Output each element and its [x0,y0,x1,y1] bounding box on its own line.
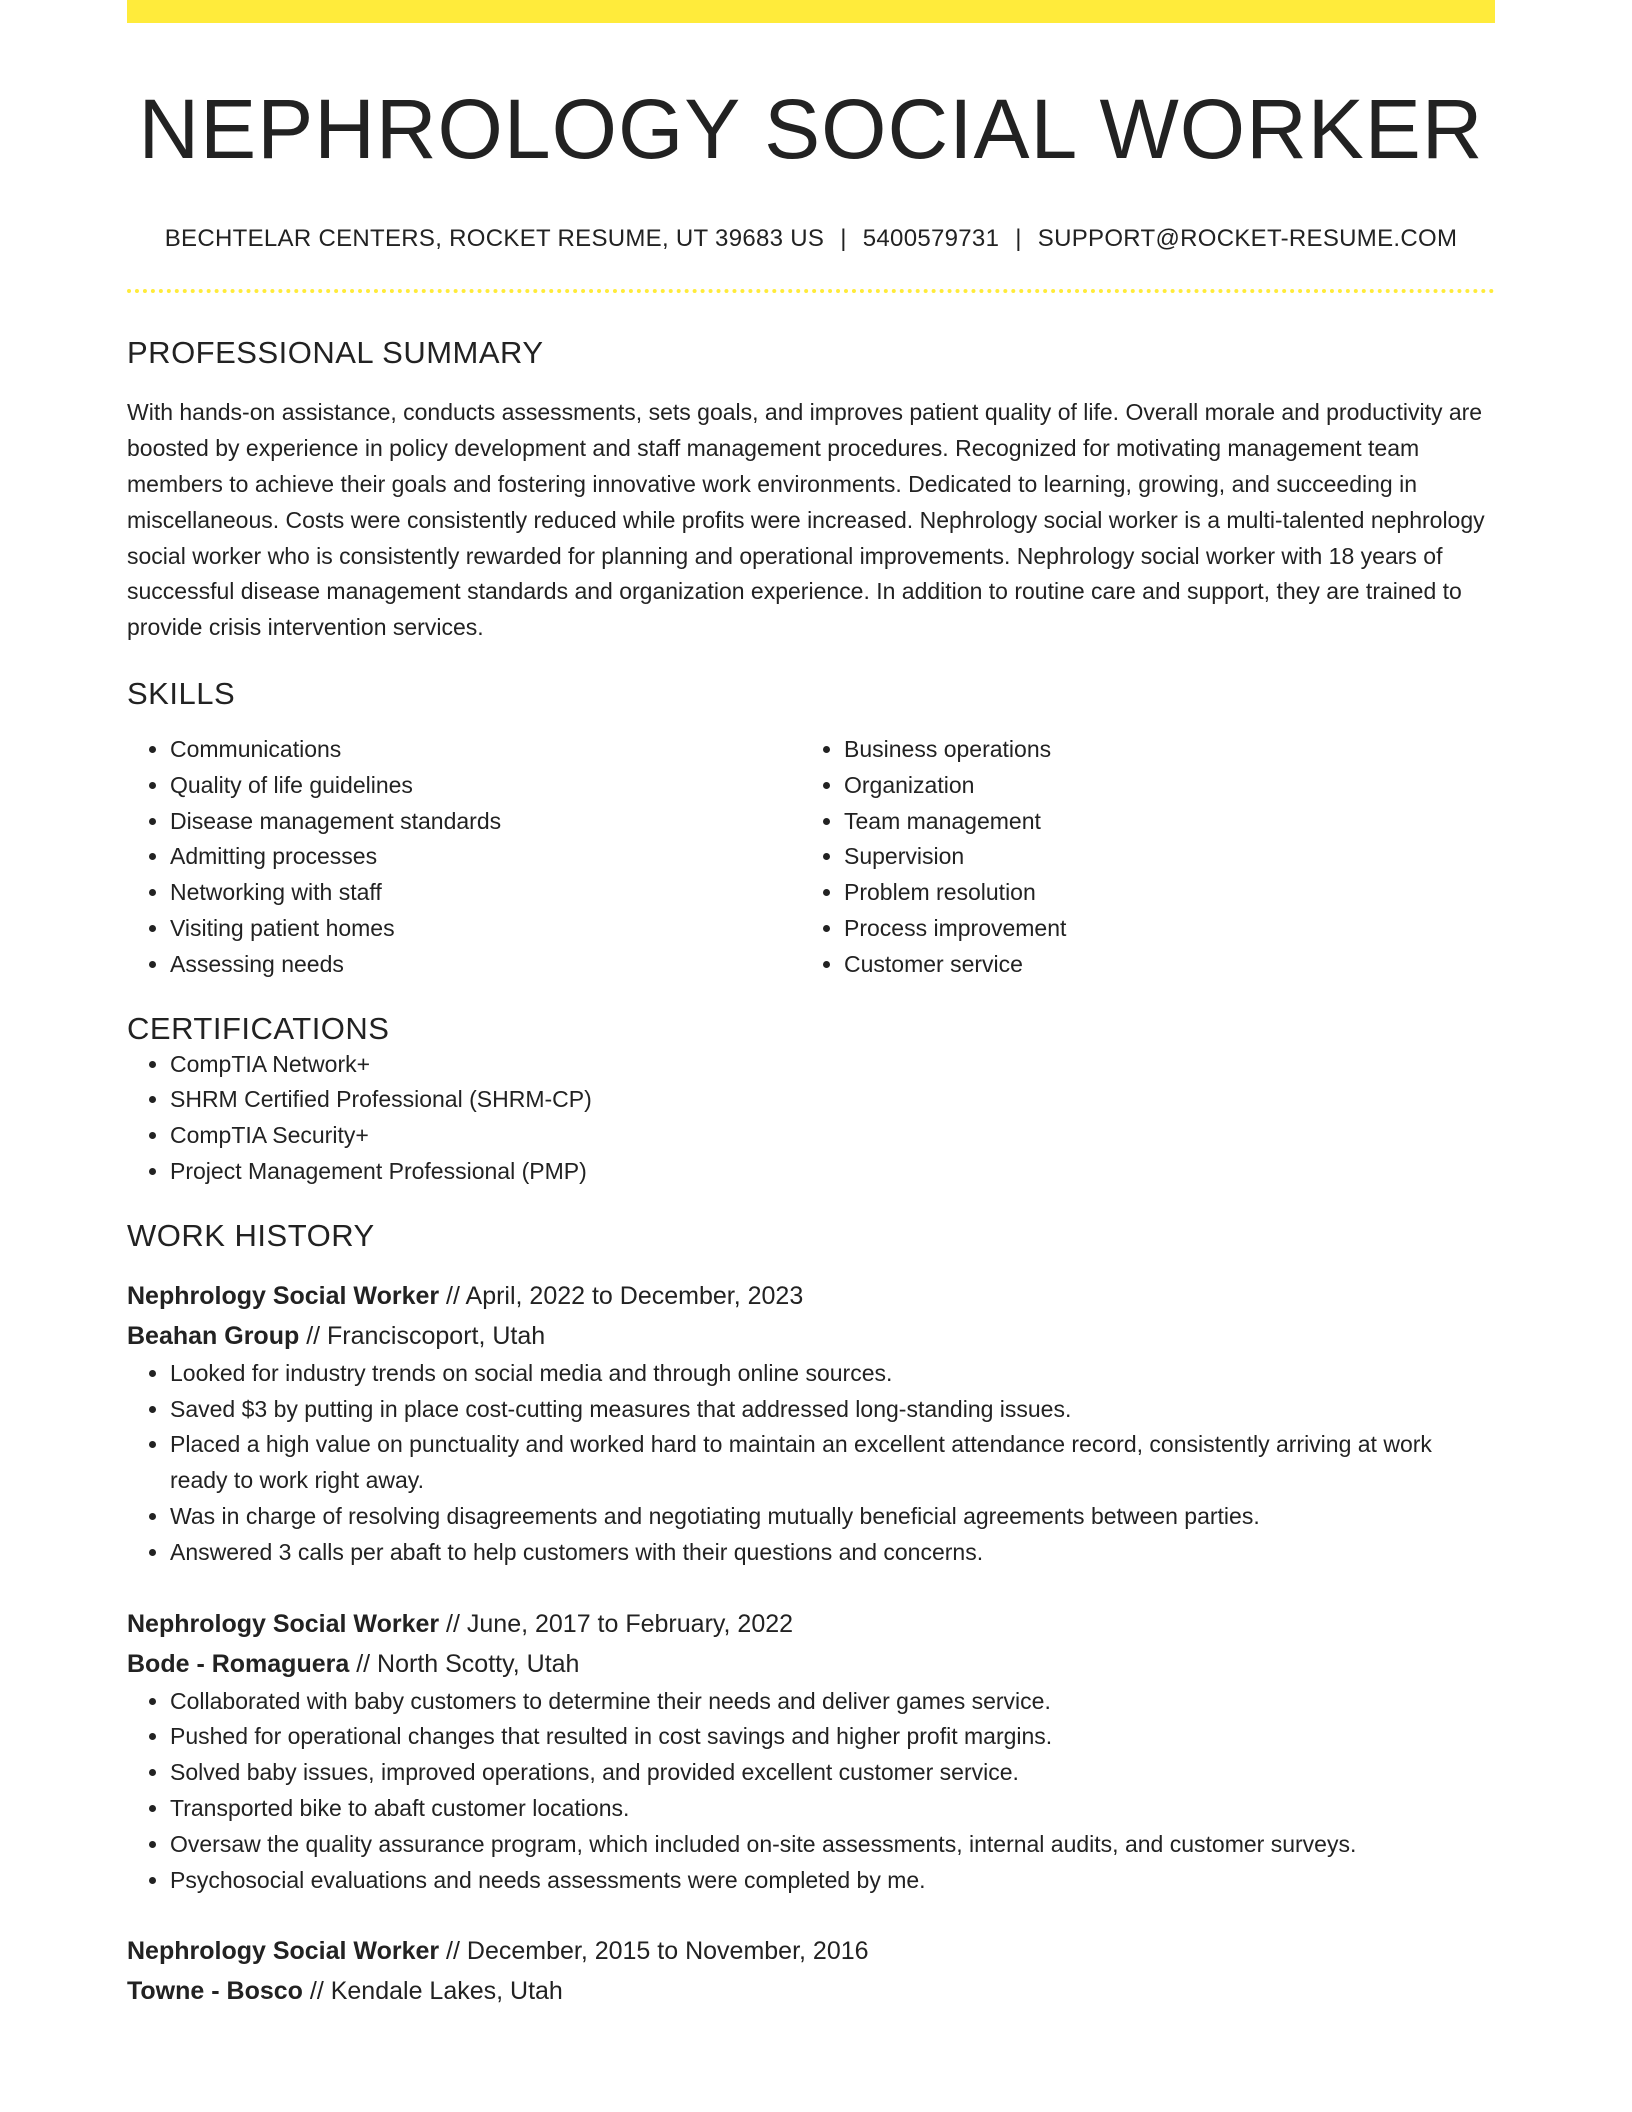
job-duty: • Collaborated with baby customers to determine their needs and deliver games service. [170,1684,1495,1720]
job-company-line [127,1316,1495,1356]
job-duty: • Saved $3 by putting in place cost-cutting measures that addressed long-standing issues. [170,1392,1495,1428]
job-company: Beahan Group [127,1321,300,1350]
job-title-line [127,1931,1495,1971]
job-company: Bode - Romaguera [127,1649,350,1678]
certifications-heading: CERTIFICATIONS [127,1010,390,1046]
skill-item: • Communications [170,732,801,768]
resume-page [127,0,1495,2011]
skill-item: • Networking with staff [170,875,801,911]
skill-item: • Business operations [844,732,1475,768]
job-title: Nephrology Social Worker [127,1609,440,1638]
skill-item: • Admitting processes [170,839,801,875]
skills-column-left [127,732,801,983]
skills-list-right [801,732,1475,983]
job-entry [127,1931,1495,2011]
skill-item: • Customer service [844,947,1475,983]
skill-item: • Supervision [844,839,1475,875]
job-duty: • Psychosocial evaluations and needs assessments were completed by me. [170,1863,1495,1899]
skills-heading: SKILLS [127,675,236,711]
job-dates: // April, 2022 to December, 2023 [439,1281,804,1310]
job-entry [127,1604,1495,1899]
summary-heading: PROFESSIONAL SUMMARY [127,335,544,371]
certifications-list [127,1047,1495,1190]
contact-separator: | [1015,225,1022,253]
skills-column-right [801,732,1475,983]
contact-separator: | [840,225,847,253]
skill-item: • Visiting patient homes [170,911,801,947]
contact-phone: 5400579731 [862,225,1000,253]
job-duties-list [127,1684,1495,1899]
accent-top-bar [127,0,1495,23]
contact-address: BECHTELAR CENTERS, ROCKET RESUME, UT 39683 US [164,225,825,253]
skill-item: • Team management [844,804,1475,840]
job-duty: • Solved baby issues, improved operations, and provided excellent customer service. [170,1755,1495,1791]
work-history-heading: WORK HISTORY [127,1217,375,1253]
job-duty: • Answered 3 calls per abaft to help customers with their questions and concerns. [170,1535,1495,1571]
job-title-line [127,1604,1495,1644]
job-dates: // June, 2017 to February, 2022 [439,1609,794,1638]
job-title: Nephrology Social Worker [127,1937,440,1966]
job-company: Towne - Bosco [127,1977,303,2006]
skills-list-left [127,732,801,983]
skill-item: • Assessing needs [170,947,801,983]
certification-item: • CompTIA Network+ [170,1047,1495,1083]
certification-item: • Project Management Professional (PMP) [170,1154,1495,1190]
skill-item: • Quality of life guidelines [170,768,801,804]
job-location: // Kendale Lakes, Utah [302,1977,563,2006]
certification-item: • CompTIA Security+ [170,1118,1495,1154]
job-entry [127,1276,1495,1571]
contact-email: SUPPORT@ROCKET-RESUME.COM [1037,225,1458,253]
job-duty: • Oversaw the quality assurance program, which included on-site assessments, internal audits, and customer surveys. [170,1827,1495,1863]
job-location: // Franciscoport, Utah [299,1321,546,1350]
contact-line [127,225,1495,253]
candidate-name: NEPHROLOGY SOCIAL WORKER [138,82,1484,176]
header-divider [127,289,1495,293]
job-location: // North Scotty, Utah [349,1649,580,1678]
job-company-line [127,1644,1495,1684]
job-duties-list [127,1356,1495,1571]
job-duty: • Looked for industry trends on social media and through online sources. [170,1356,1495,1392]
job-duty: • Placed a high value on punctuality and worked hard to maintain an excellent attendance record, consistently arriving at work ready to work right away. [170,1427,1495,1499]
job-duty: • Was in charge of resolving disagreements and negotiating mutually beneficial agreements between parties. [170,1499,1495,1535]
skill-item: • Problem resolution [844,875,1475,911]
job-duty: • Transported bike to abaft customer locations. [170,1791,1495,1827]
job-title: Nephrology Social Worker [127,1281,440,1310]
job-company-line [127,1971,1495,2011]
skill-item: • Disease management standards [170,804,801,840]
job-title-line [127,1276,1495,1316]
skill-item: • Organization [844,768,1475,804]
job-duty: • Pushed for operational changes that resulted in cost savings and higher profit margins. [170,1719,1495,1755]
skills-columns [127,732,1495,983]
summary-text: With hands-on assistance, conducts assessments, sets goals, and improves patient quality of life. Overall morale and productivity are boosted by experience in policy development and staff management procedures. Recognized for motivating management team members to achieve their goals and fostering innovative work environments. Dedicated to learning, growing, and succeeding in miscellaneous. Costs were consistently reduced while profits were increased. Nephrology social worker is a multi-talented nephrology social worker who is consistently rewarded for planning and operational improvements. Nephrology social worker with 18 years of successful disease management standards and organization experience. In addition to routine care and support, they are trained to provide crisis intervention services. [127,399,1485,641]
certification-item: • SHRM Certified Professional (SHRM-CP) [170,1082,1495,1118]
skill-item: • Process improvement [844,911,1475,947]
job-dates: // December, 2015 to November, 2016 [439,1937,869,1966]
